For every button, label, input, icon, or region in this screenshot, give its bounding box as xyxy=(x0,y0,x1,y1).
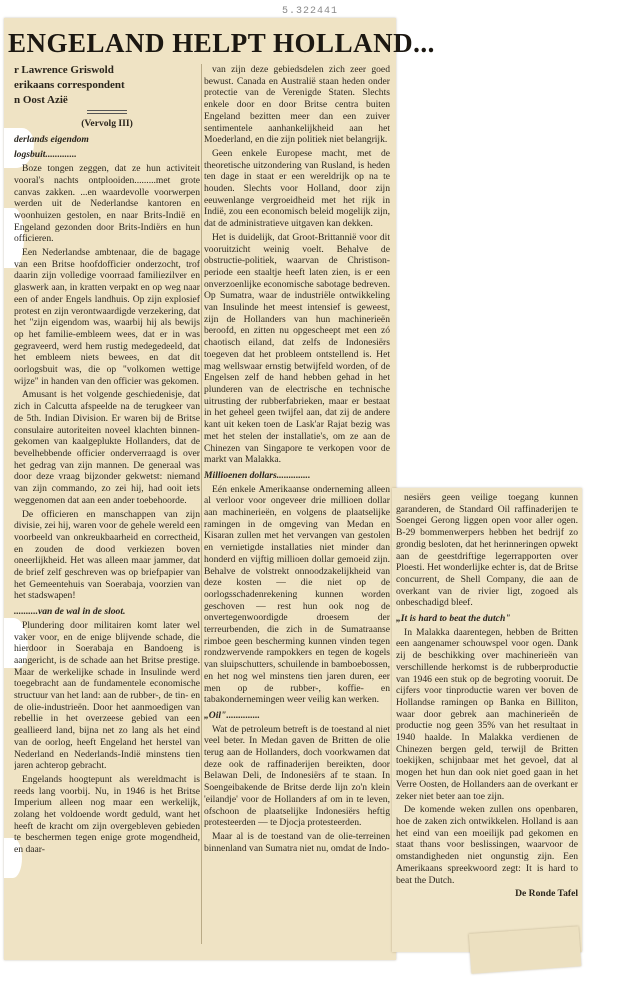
signature: De Ronde Tafel xyxy=(515,888,578,900)
byline-author: r Lawrence Griswold xyxy=(14,64,114,76)
column-divider xyxy=(201,64,202,944)
subheading: „It is hard to beat the dutch" xyxy=(396,613,511,625)
article-headline: ENGELAND HELPT HOLLAND... xyxy=(8,28,435,58)
subheading: „Oil".............. xyxy=(204,709,260,721)
subheading: ..........van de wal in de sloot. xyxy=(14,606,126,618)
byline-role: erikaans correspondent xyxy=(14,79,125,91)
archive-stamp-number: 5.322441 xyxy=(282,6,339,17)
paragraph: Boze tongen zeggen, dat ze hun activiteit vooral's nachts ontplooiden.........met grote canvas zakken. ...en waardevolle voorwerpen werden uit de Nederlandse kantoren en woonhuizen gestolen, en naar Brits-Indië en Engeland gezonden door Brits-Indiërs en hun officieren. xyxy=(14,163,200,245)
subheading: derlands eigendom xyxy=(14,133,89,145)
paragraph: Een Nederlandse ambtenaar, die de bagage van een Britse hoofdofficier onderzocht, trof daarin zijn volledige voorraad familiezilver en glaswerk aan, in kratten verpakt en op weg naar een of ander Engels landhuis. Op zijn explosief protest en zijn verontwaardigde verzekering, dat het "zijn eigendom was, waarbij hij als bewijs op het familie-embleem wees, dat er in was gegraveerd, werd hem rustig medegedeeld, dat het embleem niets bewees, en dat dit oorlogsbuit was, die op "volkomen wettige wijze" in handen van den officier was gekomen. xyxy=(14,247,200,387)
paragraph: Eén enkele Amerikaanse onderneming alleen al verloor voor ongeveer drie millioen dollar aan machinerieën, en volgens de plaatselijke ramingen in de omgeving van Medan en Kisaran zullen met het vervangen van gestolen en vernietigde installaties niet minder dan honderd en vijftig millioen dollar gemoeid zijn. Behalve de volstrekt onnoodzakelijkheid van deze kosten — die niet op de oorlogsschadenrekening kunnen worden geschoven — rest hun ook nog de onvertegenwoordigde droesem der terreurbenden, die zich in de Sumatraanse rimboe geen bescherming kunnen vinden tegen rondzwervende rampokkers en tegen de kogels van sluipschutters, schuilende in bamboebossen, en het nog wel minstens tien jaren duren, eer men op de rubber-, koffie- en tabakondernemingen weer veilig kan werken. xyxy=(204,483,390,706)
paragraph: Geen enkele Europese macht, met de theoretische uitzondering van Rusland, is heden ten dage in staat er een wereldrijk op na te houden. Slechts voor Holland, door zijn eeuwenlange vergroeidheid met het rijk in Indië, zou een economisch beleid mogelijk zijn, dat de administratieve uitgaven kan dekken. xyxy=(204,147,390,230)
paragraph: van zijn deze gebiedsdelen zich zeer goed bewust. Canada en Australië staan heden onder protectie van de Verenigde Staten. Slechts enkele door en door Britse centra buiten Engeland bezitten meer dan een zuiver sentimentele aanhankelijkheid aan het Moederland, en die zijn politiek niet belangrijk. xyxy=(204,64,390,146)
paragraph: Wat de petroleum betreft is de toestand al niet veel beter. In Medan gaven de Britten de olie terug aan de Hollanders, doch voorkwamen dat deze ook de raffinaderijen bereikten, door Belawan Deli, de Indonesiërs af te staan. In Soengeibakende de Britse derde lijn zo'n klein 'eilandje' voor de Hollanders af om in te leven, ofschoon de plaatselijke Indonesiërs heftig protesteerden — te Djocja protesteerden. xyxy=(204,723,390,829)
paragraph: Maar al is de toestand van de olie-terreinen binnenland van Sumatra niet nu, omdat de Indo- xyxy=(204,831,390,854)
subheading: logsbuit............. xyxy=(14,149,77,161)
paragraph: Het is duidelijk, dat Groot-Brittannië voor dit vooruitzicht weinig voelt. Behalve de obstructie-politiek, waarvan de Christison-periode een staaltje heeft laten zien, is er een onverzoenlijke economische sabotage bedreven. Op Sumatra, waar de industriële ontwikkeling van Insulinde het meest intensief is geweest, zijn de Hollanders van hun machinerieën beroofd, en zitten nu opgescheept met een zó chaotisch eiland, dat zelfs de Indonesiërs toegeven dat het probleem ontstellend is. Het mag wellswaar ernstig betwijfeld worden, of de Engelsen zelf de hand hebben gehad in het plunderen van de electrische en technische uitrusting der rubberfabrieken, maar er bestaat in het geheel geen twijfel aan, dat zij de andere kant uit keken toen de Lask'ar Rajat bezig was met het stelen der installatie's, om ze aan de Chinezen van Singapore te verkopen voor de markt van Malakka. xyxy=(204,231,390,466)
paragraph: In Malakka daarentegen, hebben de Britten een aangenamer schouwspel voor ogen. Dank zij de beschikking over machinerieën van verschillende herkomst is de rubberproductie van 1946 een stuk op de begroting vooruit. De cijfers voor tinproductie waren ver boven de Hollandse ramingen op Banka en Billiton, waar door gebrek aan machinerieën de productie nog geen 35% van het resultaat in 1940 haalde. In Malakka verdienen de Chinezen bergen geld, terwijl de Britten toekijken, schijnbaar met het gevoel, dat al mogen het hun dan ook niet goed gaan in het Verre Oosten, de Hollanders aan de overkant er zeker niet beter aan toe zijn. xyxy=(396,626,578,802)
paragraph: Engelands hoogtepunt als wereldmacht is reeds lang voorbij. Nu, in 1946 is het Britse Imperium alleen nog maar een werkelijk, zolang het voldoende wordt geduld, want het heeft de kracht om zijn overgebleven gebieden te beschermen tegen enige grote mogendheid, en daar- xyxy=(14,773,200,856)
article-column-3 xyxy=(396,492,578,948)
paragraph: Plundering door militairen komt later wel vaker voor, en de enige blijvende schade, die hierdoor in Soerabaja en Bandoeng is aangericht, is de schade aan het Britse prestige. Maar de werkelijke schade in Insulinde werd toegebracht aan de fundamentele economische structuur van het land: aan de rubber-, de tin- en de olie-industrieën. Door het aanmoedigen van rebellie in het overzeese gebied van een geallieerd land, bijna net zo lang als het eind van de oorlog, heeft Engeland het herstel van Nederland en Nederlands-Indië minstens tien jaren achterop gebracht. xyxy=(14,619,200,772)
article-column-2 xyxy=(204,64,390,950)
paragraph: De komende weken zullen ons openbaren, hoe de zaken zich ontwikkelen. Holland is aan het eind van een moeilijk pad gekomen en staat thans voor beslissingen, waarvoor de omstandigheden niet ongunstig zijn. Een Amerikaans spreekwoord zegt: It is hard to beat the Dutch. xyxy=(396,804,578,886)
article-column-1 xyxy=(14,64,200,936)
paragraph: nesiërs geen veilige toegang kunnen garanderen, de Standard Oil raffinaderijen te Soengei Gerong liggen open voor aller ogen. B-29 bommenwerpers hebben het bedrijf zo grondig besloten, dat het herinneringen opwekt aan de geestdriftige legerrapporten over Ploesti. Het wonderlijke echter is, dat de Britse concurrent, de Shell Company, die aan de overkant van de rivier ligt, zogoed als onbeschadigd bleef. xyxy=(396,492,578,609)
subheading: Millioenen dollars.............. xyxy=(204,469,311,481)
continued-label: (Vervolg III) xyxy=(81,118,133,129)
paragraph: De officieren en manschappen van zijn divisie, zei hij, waren voor de gehele wereld een voorbeeld van onkreukbaarheid en correctheid, en zouden de dood verkiezen boven oneerlijkheid. Het was alleen maar jammer, dat de brief zelf geschreven was op briefpapier van het Gemeentehuis van Soerabaja, voorzien van het stadswapen! xyxy=(14,508,200,602)
paragraph: Amusant is het volgende geschiedenisje, dat zich in Calcutta afspeelde na de terugkeer van de 5th. Indian Division. Er waren bij de Britse consulaire autoriteiten noveel klachten binnen-gekomen van kaalgeplukte Hollanders, dat de bevelhebbende officier onderverraagd is over het gedrag van zijn mannen. De generaal was door deze vraag bijzonder gekwetst: niemand van zijn commando, zo zei hij, had ooit iets weggenomen dat aan een ander toebehoorde. xyxy=(14,389,200,506)
byline-region: n Oost Azië xyxy=(14,94,68,106)
section-rule xyxy=(87,110,127,114)
